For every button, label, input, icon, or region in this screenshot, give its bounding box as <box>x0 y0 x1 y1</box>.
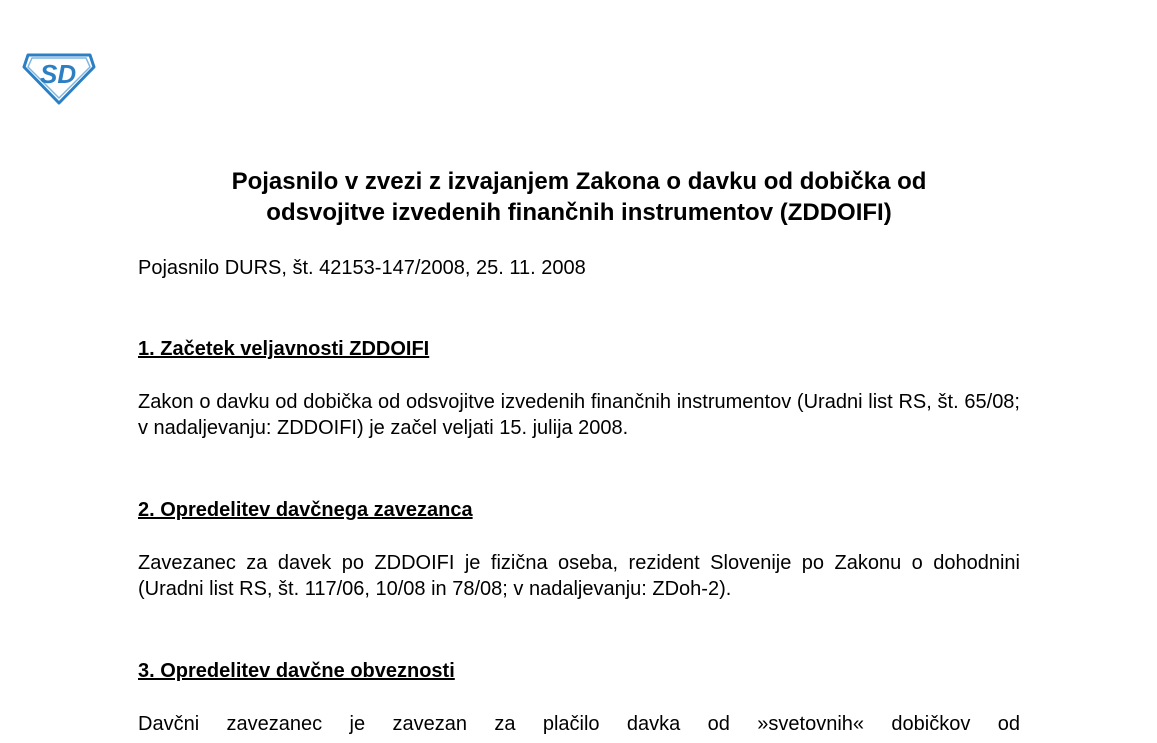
section-1-body: Zakon o davku od dobička od odsvojitve izvedenih finančnih instrumentov (Uradni list RS, št. 65/08; v nadaljevanju: ZDDOIFI) je začel veljati 15. julija 2008. <box>138 391 1020 439</box>
logo-text: SD <box>40 59 77 89</box>
title-line-2: odsvojitve izvedenih finančnih instrumentov (ZDDOIFI) <box>266 199 892 226</box>
section-1-heading: 1. Začetek veljavnosti ZDDOIFI <box>138 338 430 360</box>
document-reference: Pojasnilo DURS, št. 42153-147/2008, 25. 11. 2008 <box>138 257 586 279</box>
sd-diamond-logo-icon <box>22 47 96 105</box>
document-title <box>138 166 1020 228</box>
section-2-heading: 2. Opredelitev davčnega zavezanca <box>138 499 473 521</box>
section-3-heading: 3. Opredelitev davčne obveznosti <box>138 660 455 682</box>
title-line-1: Pojasnilo v zvezi z izvajanjem Zakona o davku od dobička od <box>231 168 927 195</box>
section-2-body: Zavezanec za davek po ZDDOIFI je fizična oseba, rezident Slovenije po Zakonu o dohodnini (Uradni list RS, št. 117/06, 10/08 in 78/08; v nadaljevanju: ZDoh-2). <box>138 552 1020 600</box>
section-3-body: Davčni zavezanec je zavezan za plačilo davka od »svetovnih« dobičkov od <box>138 713 1020 735</box>
